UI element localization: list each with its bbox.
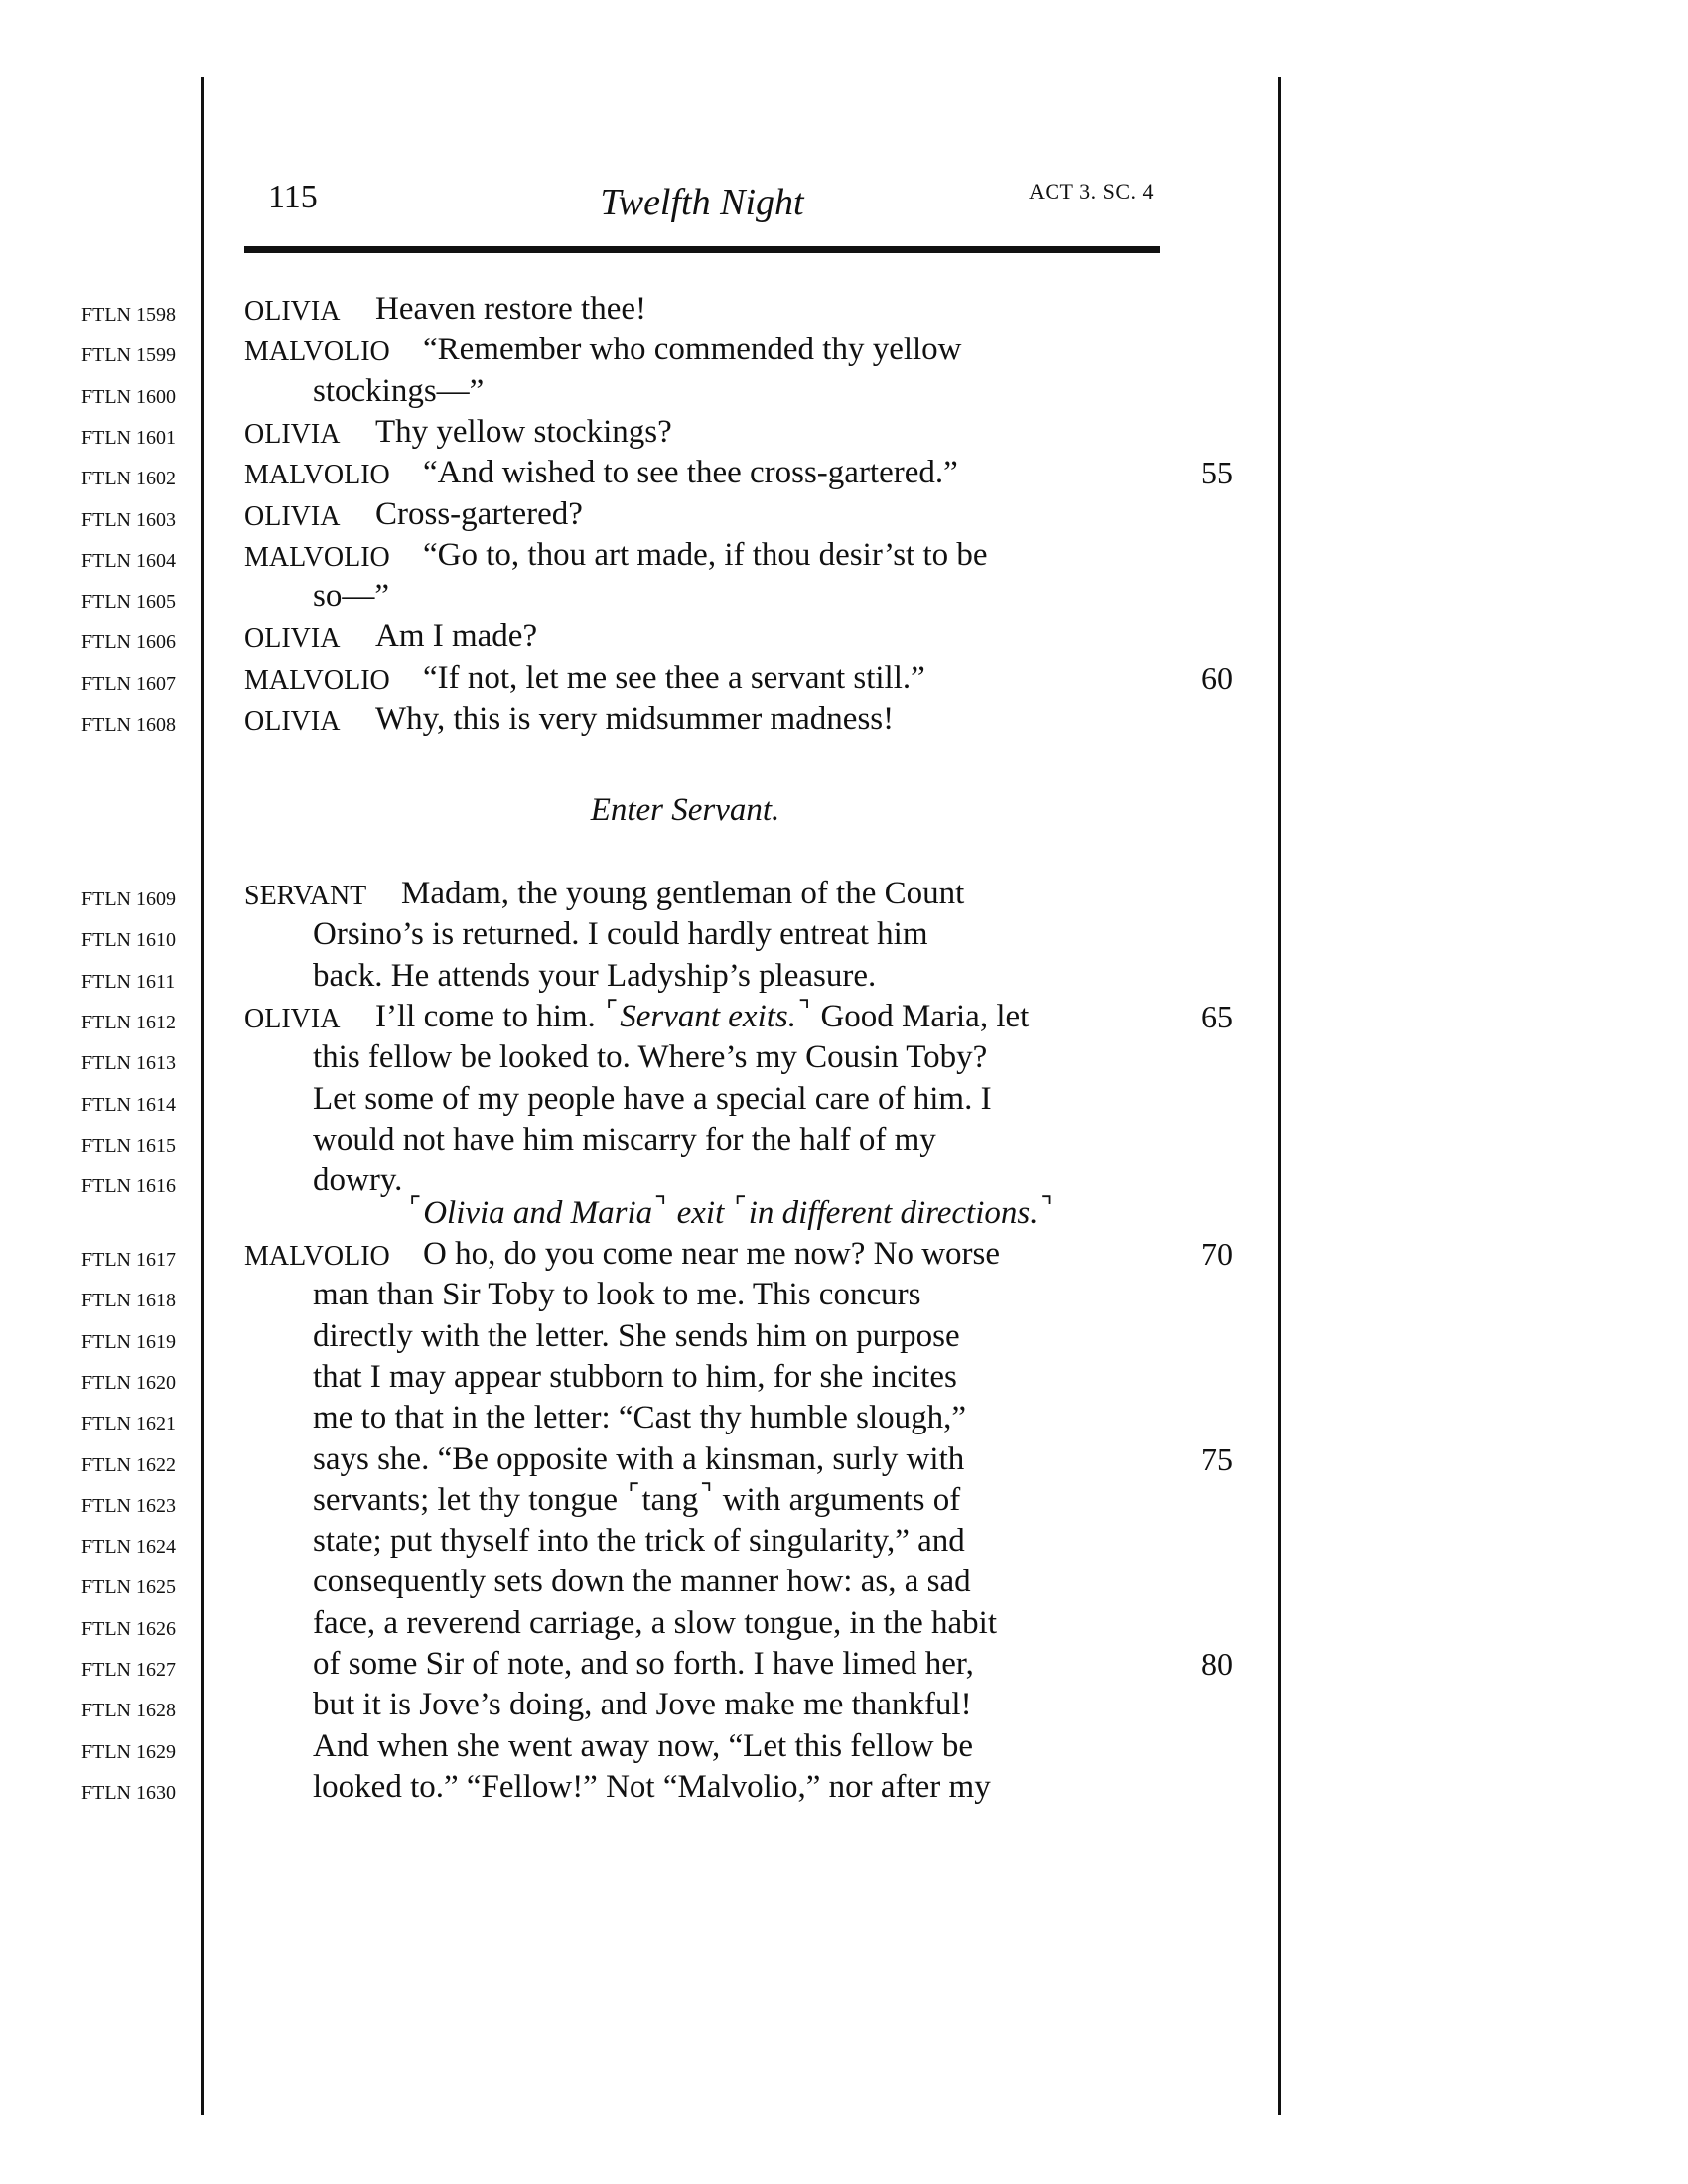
- ftln-number: FTLN 1604: [81, 549, 176, 572]
- ftln-number: FTLN 1601: [81, 426, 176, 449]
- dialogue-text: that I may appear stubborn to him, for she incites: [313, 1358, 957, 1395]
- exit-manner: in different directions.: [748, 1195, 1039, 1231]
- text-line: [0, 1646, 1688, 1688]
- text-line: [0, 1769, 1688, 1811]
- speaker-name: SERVANT: [244, 881, 367, 911]
- text-line: [0, 995, 1688, 1040]
- line-number: 65: [1201, 998, 1233, 1034]
- text-line: [0, 1687, 1688, 1728]
- text-line: [0, 1236, 1688, 1278]
- ftln-number: FTLN 1625: [81, 1576, 176, 1599]
- speaker-name: MALVOLIO: [244, 541, 390, 573]
- line-number: 70: [1201, 1236, 1233, 1272]
- text-line: [0, 916, 1688, 958]
- dialogue-text: back. He attends your Ladyship’s pleasure.: [313, 957, 877, 994]
- ftln-number: FTLN 1602: [81, 468, 176, 490]
- page-title: Twelfth Night: [600, 182, 804, 223]
- speaker-name: OLIVIA: [244, 1003, 341, 1034]
- exit-characters: Olivia and Maria: [423, 1195, 653, 1231]
- dialogue-text: dowry.: [313, 1162, 403, 1199]
- speaker-name: MALVOLIO: [244, 664, 390, 696]
- dialogue-text: I’ll come to him. ⌜Servant exits.⌝ Good Maria, let: [375, 995, 1030, 1034]
- dialogue-text: Am I made?: [375, 618, 538, 655]
- ftln-number: FTLN 1607: [81, 672, 176, 695]
- speaker-name: MALVOLIO: [244, 1241, 390, 1272]
- text-line: [0, 1478, 1688, 1524]
- dialogue-text: consequently sets down the manner how: as, a sad: [313, 1564, 971, 1600]
- ftln-number: FTLN 1606: [81, 631, 176, 654]
- text-line: [0, 1122, 1688, 1163]
- text-line: [0, 1564, 1688, 1605]
- dialogue-text-segment: I’ll come to him.: [375, 998, 596, 1034]
- dialogue-text: “And wished to see thee cross-gartered.”: [423, 455, 958, 491]
- speaker-name: OLIVIA: [244, 500, 341, 532]
- text-line: [0, 1400, 1688, 1441]
- act-scene-label: ACT 3. SC. 4: [1028, 179, 1154, 204]
- speaker-name: OLIVIA: [244, 296, 341, 327]
- text-line: [0, 1318, 1688, 1360]
- speaker-name: OLIVIA: [244, 623, 341, 655]
- stage-direction-enter-servant: Enter Servant.: [590, 792, 780, 828]
- dialogue-text: Cross-gartered?: [375, 495, 583, 532]
- ftln-number: FTLN 1598: [81, 304, 176, 326]
- dialogue-text: “If not, let me see thee a servant still.”: [423, 659, 925, 696]
- dialogue-text: face, a reverend carriage, a slow tongue, in the habit: [313, 1604, 998, 1641]
- ftln-number: FTLN 1611: [81, 970, 176, 993]
- dialogue-text: Thy yellow stockings?: [375, 413, 672, 450]
- dialogue-text: stockings—”: [313, 372, 485, 409]
- dialogue-text: “Remember who commended thy yellow: [423, 332, 962, 368]
- ftln-number: FTLN 1626: [81, 1617, 176, 1640]
- dialogue-text: would not have him miscarry for the half of my: [313, 1121, 936, 1158]
- text-line: [0, 618, 1688, 660]
- dialogue-text-segment: servants; let thy tongue: [313, 1481, 619, 1518]
- dialogue-text-segment: with arguments of: [722, 1481, 961, 1518]
- text-line: [0, 332, 1688, 373]
- ftln-number: FTLN 1615: [81, 1134, 176, 1157]
- text-line: [0, 1359, 1688, 1401]
- ftln-number: FTLN 1600: [81, 385, 176, 408]
- text-line: [0, 1605, 1688, 1647]
- dialogue-text: but it is Jove’s doing, and Jove make me thankful!: [313, 1687, 972, 1723]
- speaker-name: OLIVIA: [244, 706, 341, 737]
- page-number: 115: [268, 179, 318, 215]
- text-line: [0, 537, 1688, 579]
- text-line: [0, 414, 1688, 456]
- stage-direction-exit: ⌜Olivia and Maria⌝ exit ⌜in different directions.⌝: [409, 1192, 1053, 1231]
- dialogue-text: man than Sir Toby to look to me. This concurs: [313, 1277, 921, 1313]
- text-line: [0, 1039, 1688, 1081]
- speaker-name: MALVOLIO: [244, 460, 390, 491]
- exit-verb: exit: [676, 1195, 725, 1231]
- ftln-number: FTLN 1620: [81, 1371, 176, 1394]
- page-header: [244, 179, 1160, 228]
- text-line: [0, 701, 1688, 743]
- dialogue-text: servants; let thy tongue ⌜tang⌝ with arguments of: [313, 1478, 961, 1518]
- ftln-number: FTLN 1619: [81, 1330, 176, 1353]
- dialogue-text: And when she went away now, “Let this fellow be: [313, 1727, 974, 1764]
- ftln-number: FTLN 1609: [81, 888, 176, 910]
- ftln-number: FTLN 1618: [81, 1290, 176, 1312]
- line-number: 80: [1201, 1646, 1233, 1682]
- dialogue-text-segment: Good Maria, let: [820, 998, 1030, 1034]
- text-line: [0, 291, 1688, 333]
- dialogue-text: O ho, do you come near me now? No worse: [423, 1236, 1001, 1272]
- dialogue-text: looked to.” “Fellow!” Not “Malvolio,” nor after my: [313, 1768, 991, 1805]
- ftln-number: FTLN 1613: [81, 1052, 176, 1075]
- emended-word: tang: [641, 1481, 699, 1518]
- ftln-number: FTLN 1614: [81, 1093, 176, 1116]
- text-line: [0, 1441, 1688, 1483]
- dialogue-text: “Go to, thou art made, if thou desir’st to be: [423, 536, 988, 573]
- text-line: [0, 455, 1688, 496]
- text-line: [0, 1081, 1688, 1123]
- ftln-number: FTLN 1599: [81, 344, 176, 367]
- line-number: 55: [1201, 455, 1233, 491]
- dialogue-text: so—”: [313, 578, 389, 614]
- dialogue-text: of some Sir of note, and so forth. I have limed her,: [313, 1646, 974, 1682]
- text-line: [0, 373, 1688, 415]
- dialogue-text: Madam, the young gentleman of the Count: [401, 876, 965, 911]
- speaker-name: OLIVIA: [244, 418, 341, 450]
- ftln-number: FTLN 1605: [81, 591, 176, 614]
- ftln-number: FTLN 1621: [81, 1413, 176, 1435]
- text-line: [0, 496, 1688, 538]
- text-line: [0, 876, 1688, 917]
- text-line: [0, 1728, 1688, 1770]
- ftln-number: FTLN 1610: [81, 929, 176, 952]
- dialogue-text: Orsino’s is returned. I could hardly entreat him: [313, 916, 928, 953]
- dialogue-text: state; put thyself into the trick of singularity,” and: [313, 1523, 965, 1560]
- dialogue-text: Why, this is very midsummer madness!: [375, 701, 895, 737]
- dialogue-text: this fellow be looked to. Where’s my Cousin Toby?: [313, 1039, 988, 1076]
- ftln-number: FTLN 1612: [81, 1011, 176, 1033]
- dialogue-text: Let some of my people have a special care of him. I: [313, 1080, 992, 1117]
- text-line: [0, 958, 1688, 1000]
- line-number: 75: [1201, 1440, 1233, 1477]
- ftln-number: FTLN 1622: [81, 1453, 176, 1476]
- text-line: [0, 1523, 1688, 1565]
- speaker-name: MALVOLIO: [244, 337, 390, 368]
- ftln-number: FTLN 1617: [81, 1249, 176, 1271]
- dialogue-text: Heaven restore thee!: [375, 291, 647, 327]
- ftln-number: FTLN 1623: [81, 1494, 176, 1517]
- text-line: [0, 1277, 1688, 1318]
- ftln-number: FTLN 1628: [81, 1700, 176, 1722]
- ftln-number: FTLN 1616: [81, 1175, 176, 1198]
- dialogue-text: directly with the letter. She sends him on purpose: [313, 1317, 960, 1354]
- text-line: [0, 578, 1688, 619]
- dialogue-text: me to that in the letter: “Cast thy humble slough,”: [313, 1400, 967, 1436]
- inline-stage-direction: Servant exits.: [620, 998, 797, 1034]
- ftln-number: FTLN 1630: [81, 1781, 176, 1804]
- ftln-number: FTLN 1629: [81, 1740, 176, 1763]
- ftln-number: FTLN 1627: [81, 1659, 176, 1681]
- line-number: 60: [1201, 659, 1233, 696]
- text-line: [0, 660, 1688, 702]
- dialogue-text: says she. “Be opposite with a kinsman, surly with: [313, 1440, 965, 1477]
- ftln-number: FTLN 1624: [81, 1536, 176, 1559]
- header-rule: [244, 246, 1160, 253]
- ftln-number: FTLN 1603: [81, 508, 176, 531]
- ftln-number: FTLN 1608: [81, 714, 176, 736]
